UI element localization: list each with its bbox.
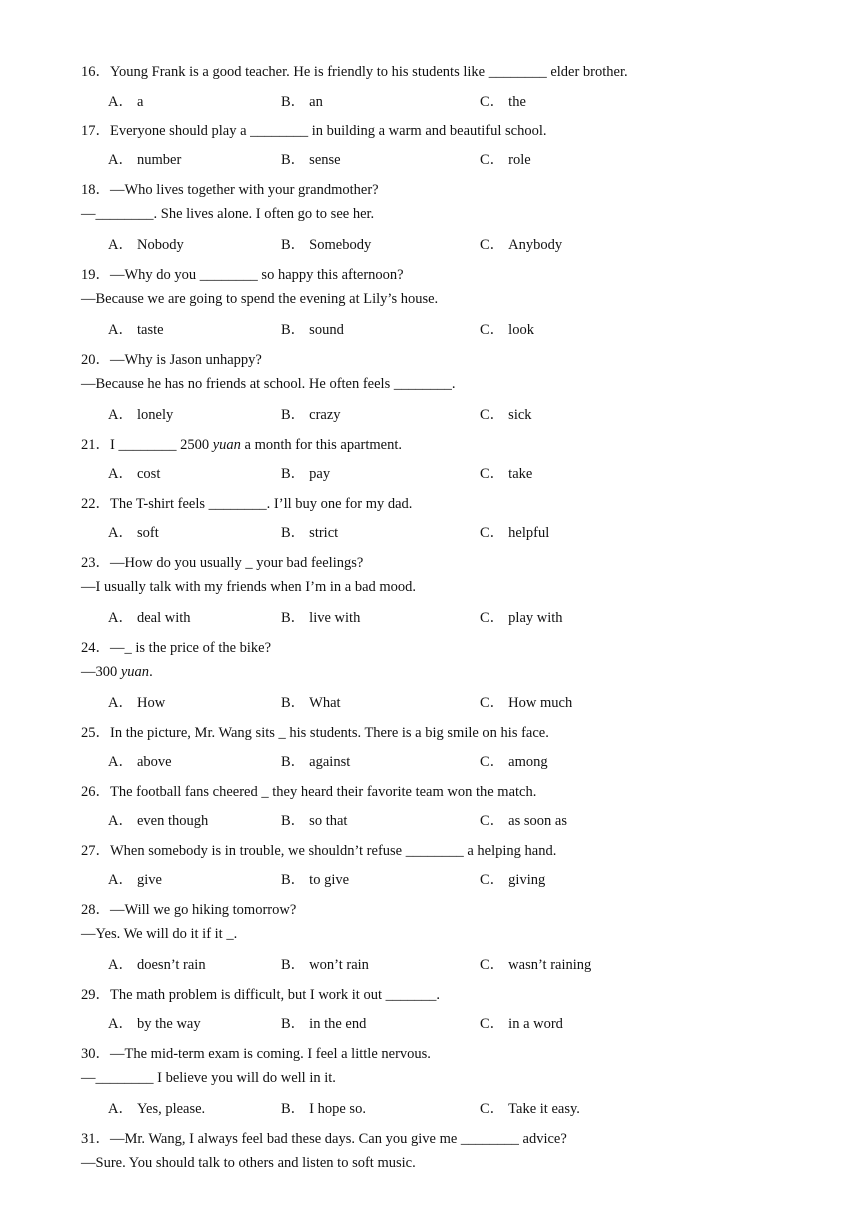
option-a[interactable]: A． number [108,152,182,168]
question-19-line-2: —Because we are going to spend the evening at Lily’s house. [81,291,439,307]
option-b[interactable]: B． Somebody [281,237,372,253]
question-29 [81,983,440,1004]
question-22 [81,492,412,513]
question-28 [81,898,296,919]
option-a[interactable]: A． deal with [108,610,191,626]
option-b[interactable]: B． against [281,754,351,770]
question-25 [81,721,549,742]
question-24 [81,636,271,657]
option-c[interactable]: C． How much [480,695,573,711]
option-c[interactable]: C． giving [480,872,546,888]
options-21 [108,462,828,482]
option-b[interactable]: B． live with [281,610,361,626]
option-c[interactable]: C． in a word [480,1016,563,1032]
option-b[interactable]: B． What [281,695,341,711]
question-23 [81,551,363,572]
question-number: 29． [81,987,110,1003]
question-number: 24． [81,640,110,656]
option-a[interactable]: A． cost [108,466,161,482]
question-text: —Will we go hiking tomorrow? [110,902,297,918]
question-16 [81,60,628,81]
question-number: 25． [81,725,110,741]
question-30 [81,1042,431,1063]
option-a[interactable]: A． taste [108,322,164,338]
option-a[interactable]: A． even though [108,813,209,829]
option-c[interactable]: C． wasn’t raining [480,957,592,973]
option-b[interactable]: B． I hope so. [281,1101,366,1117]
option-c[interactable]: C． Anybody [480,237,563,253]
question-text: Everyone should play a ________ in building a warm and beautiful school. [110,123,547,139]
option-c[interactable]: C． look [480,322,534,338]
option-b[interactable]: B． to give [281,872,350,888]
option-c[interactable]: C． play with [480,610,563,626]
option-c[interactable]: C． as soon as [480,813,567,829]
question-number: 18． [81,182,110,198]
question-19 [81,263,404,284]
options-19 [108,318,828,338]
options-27 [108,868,828,888]
question-21 [81,433,402,454]
option-c[interactable]: C． role [480,152,531,168]
option-a[interactable]: A． a [108,94,144,110]
question-number: 30． [81,1046,110,1062]
question-text: The football fans cheered _ they heard their favorite team won the match. [110,784,537,800]
question-text: I ________ 2500 [110,437,213,453]
option-c[interactable]: C． helpful [480,525,550,541]
options-17 [108,148,828,168]
question-number: 20． [81,352,110,368]
option-b[interactable]: B． crazy [281,407,341,423]
question-text: —Mr. Wang, I always feel bad these days. Can you give me ________ advice? [110,1131,567,1147]
question-number: 31． [81,1131,110,1147]
question-text: When somebody is in trouble, we shouldn’t refuse ________ a helping hand. [110,843,557,859]
option-a[interactable]: A． lonely [108,407,174,423]
question-18-line-2: —________. She lives alone. I often go to see her. [81,206,375,222]
option-a[interactable]: A． above [108,754,172,770]
option-a[interactable]: A． Yes, please. [108,1101,206,1117]
options-29 [108,1012,828,1032]
question-number: 28． [81,902,110,918]
question-text: —Who lives together with your grandmother? [110,182,379,198]
question-number: 22． [81,496,110,512]
option-b[interactable]: B． pay [281,466,331,482]
question-text-italic: yuan [212,437,241,453]
question-20-line-2: —Because he has no friends at school. He often feels ________. [81,376,456,392]
options-23 [108,606,828,626]
options-30 [108,1097,828,1117]
option-a[interactable]: A． doesn’t rain [108,957,206,973]
option-b[interactable]: B． sense [281,152,341,168]
question-28-line-2: —Yes. We will do it if it _. [81,926,238,942]
question-27 [81,839,556,860]
options-20 [108,403,828,423]
question-20 [81,348,262,369]
option-a[interactable]: A． How [108,695,166,711]
question-text: —How do you usually _ your bad feelings? [110,555,364,571]
question-text: —Why do you ________ so happy this afternoon? [110,267,404,283]
question-number: 16． [81,64,110,80]
option-c[interactable]: C． take [480,466,533,482]
question-31-line-2: —Sure. You should talk to others and listen to soft music. [81,1155,416,1171]
options-25 [108,750,828,770]
question-number: 21． [81,437,110,453]
question-number: 26． [81,784,110,800]
option-b[interactable]: B． won’t rain [281,957,369,973]
question-text: Young Frank is a good teacher. He is friendly to his students like ________ elder brother. [110,64,628,80]
question-text: The T-shirt feels ________. I’ll buy one for my dad. [110,496,413,512]
question-26 [81,780,536,801]
options-18 [108,233,828,253]
question-text: —_ is the price of the bike? [110,640,272,656]
option-a[interactable]: A． soft [108,525,159,541]
option-c[interactable]: C． sick [480,407,532,423]
options-28 [108,953,828,973]
option-c[interactable]: C． the [480,94,526,110]
option-b[interactable]: B． sound [281,322,344,338]
question-17 [81,119,547,140]
question-30-line-2: —________ I believe you will do well in it. [81,1070,336,1086]
question-text: —Why is Jason unhappy? [110,352,262,368]
question-number: 27． [81,843,110,859]
option-b[interactable]: B． strict [281,525,339,541]
option-b[interactable]: B． an [281,94,323,110]
options-24 [108,691,828,711]
question-number: 17． [81,123,110,139]
option-b[interactable]: B． in the end [281,1016,367,1032]
option-c[interactable]: C． among [480,754,548,770]
question-text: —The mid-term exam is coming. I feel a little nervous. [110,1046,431,1062]
option-a[interactable]: A． Nobody [108,237,184,253]
question-text: a month for this apartment. [240,437,402,453]
question-text: The math problem is difficult, but I work it out _______. [110,987,440,1003]
option-b[interactable]: B． so that [281,813,348,829]
question-23-line-2: —I usually talk with my friends when I’m in a bad mood. [81,579,417,595]
option-a[interactable]: A． give [108,872,162,888]
option-a[interactable]: A． by the way [108,1016,201,1032]
question-31 [81,1127,567,1148]
question-24-line-2: —300 yuan. [81,664,153,680]
options-16 [108,90,828,110]
options-26 [108,809,828,829]
question-18 [81,178,379,199]
question-number: 19． [81,267,110,283]
question-text: In the picture, Mr. Wang sits _ his students. There is a big smile on his face. [110,725,549,741]
options-22 [108,521,828,541]
question-number: 23． [81,555,110,571]
option-c[interactable]: C． Take it easy. [480,1101,580,1117]
